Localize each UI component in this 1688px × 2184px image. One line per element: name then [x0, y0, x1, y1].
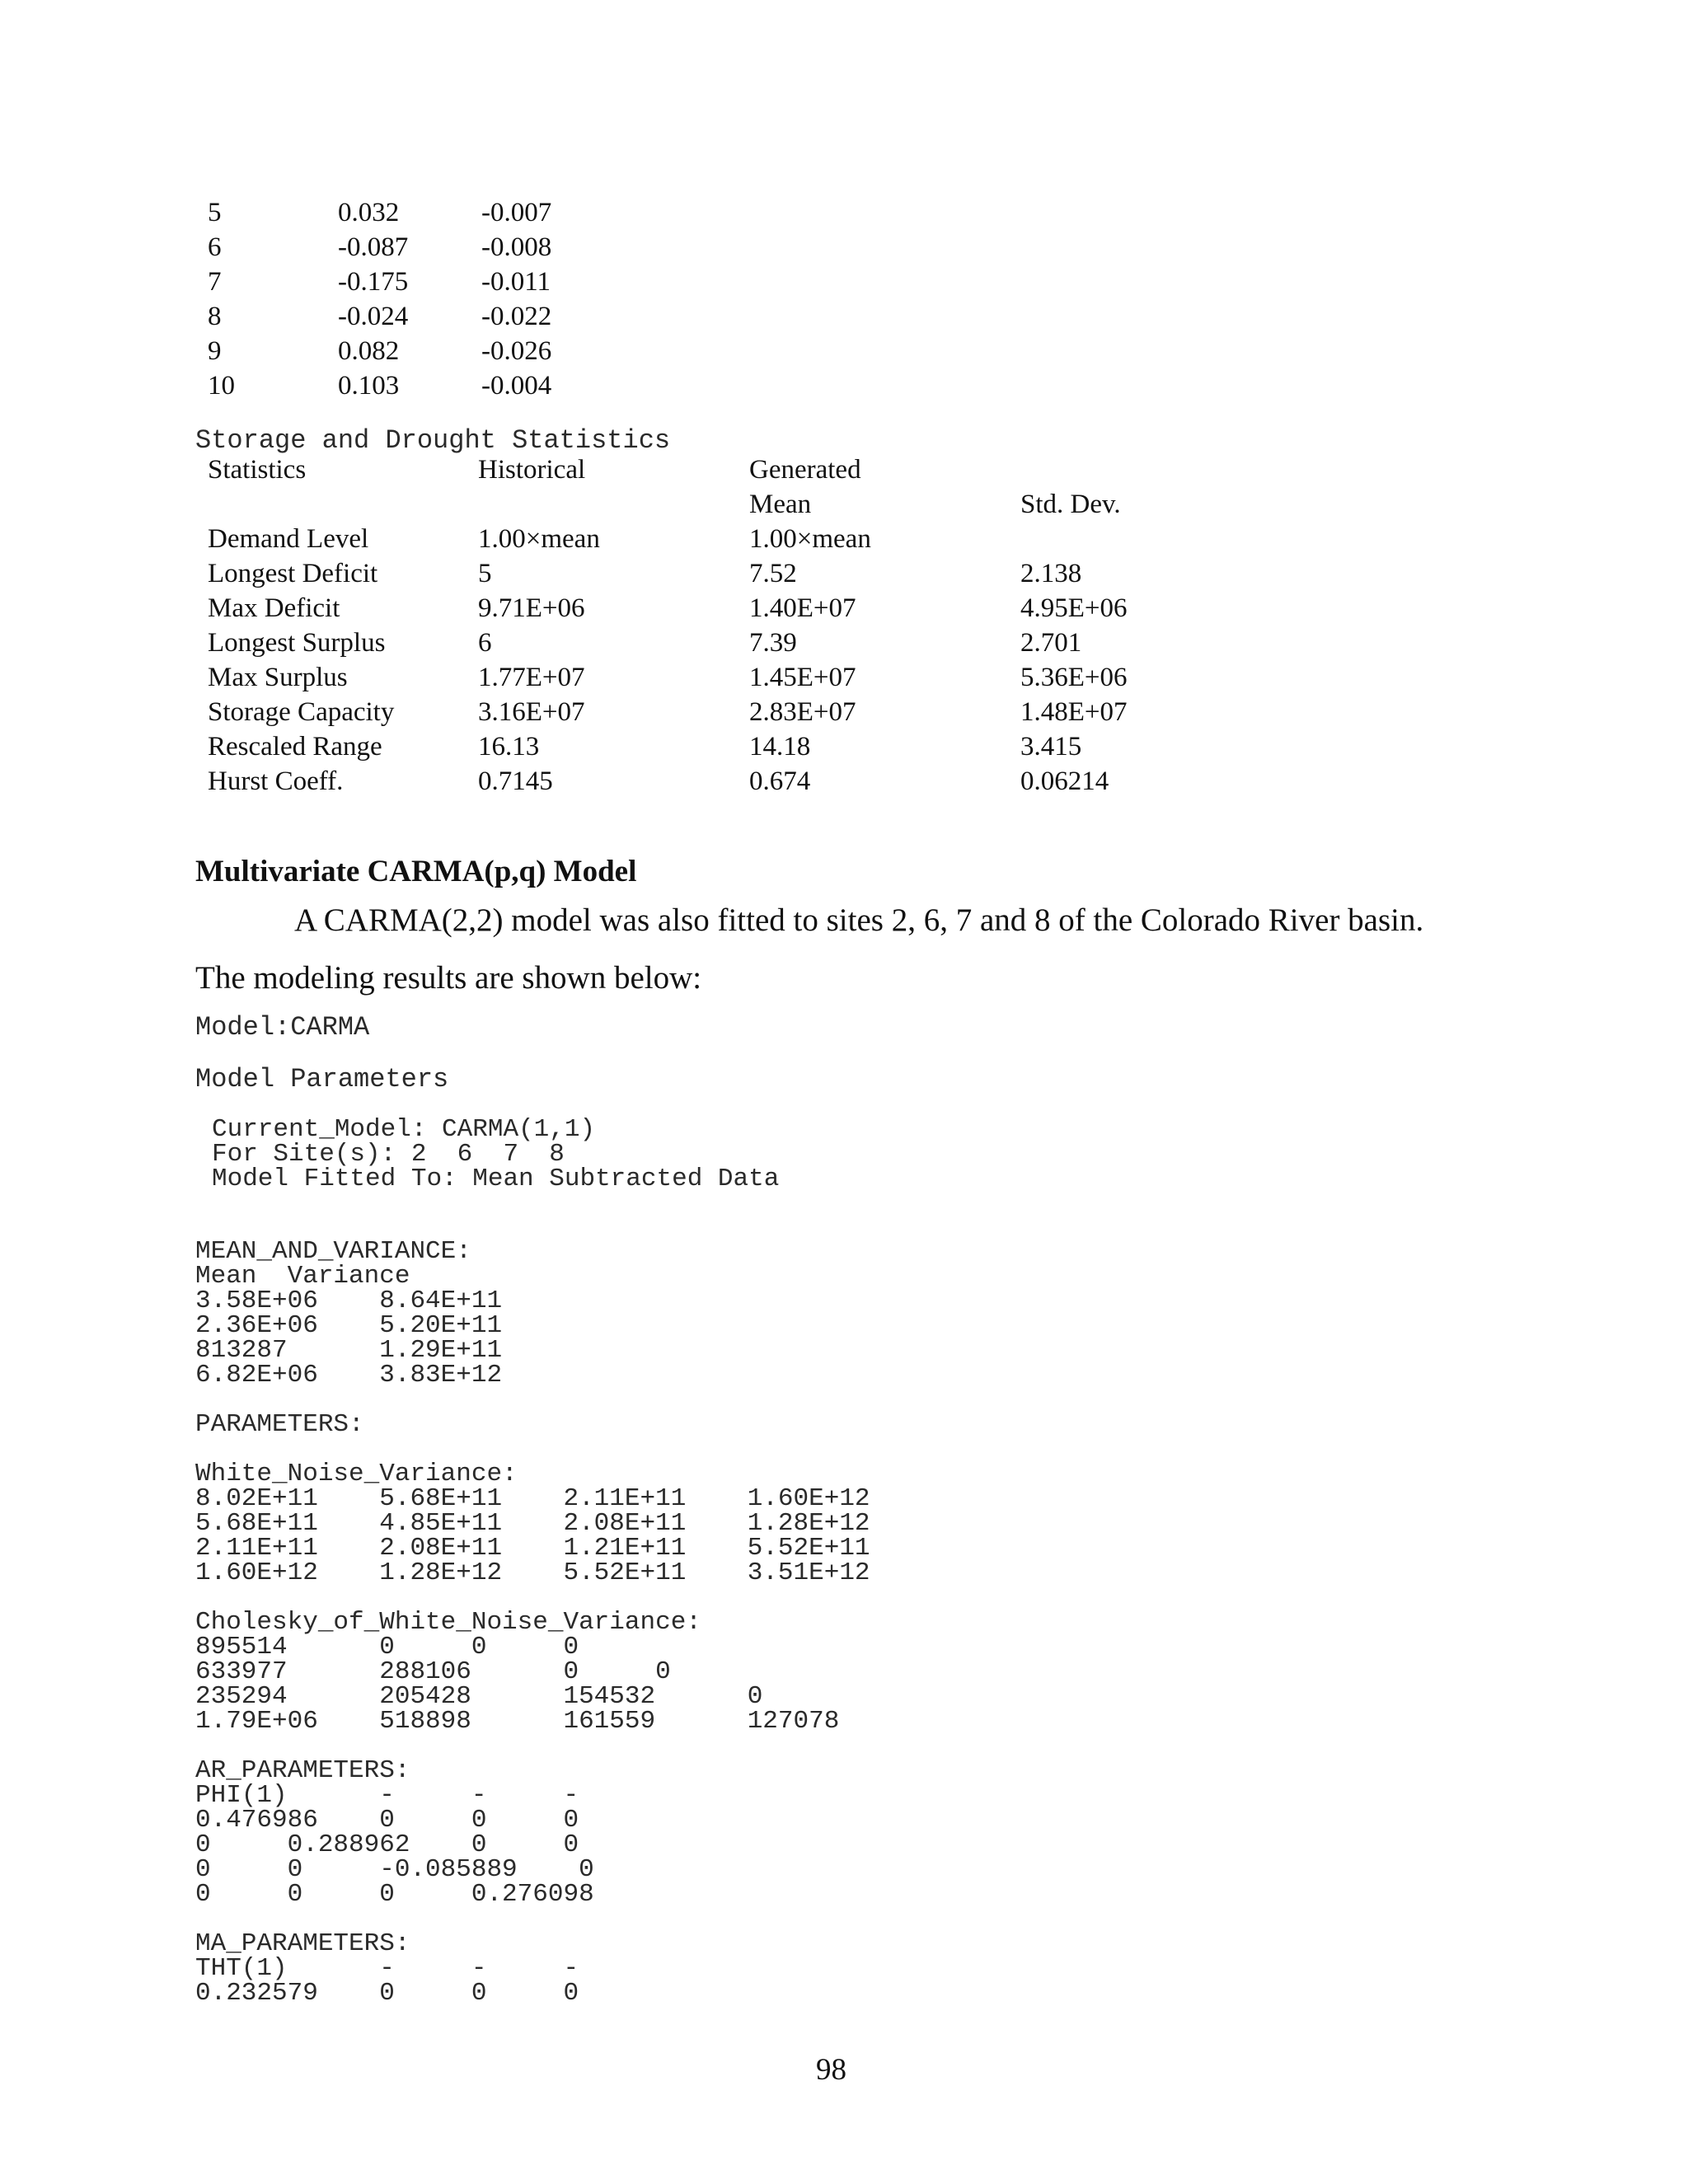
lag-cell: -0.004: [481, 371, 552, 401]
mean-variance-title: MEAN_AND_VARIANCE:: [195, 1237, 471, 1266]
mean-variance-row: 3.58E+06 8.64E+11: [195, 1286, 503, 1315]
ma-parameters-row: THT(1) - - -: [195, 1954, 579, 1983]
stat-cell: Longest Deficit: [208, 559, 378, 588]
lag-cell: -0.007: [481, 198, 552, 227]
column-subheader: Mean: [749, 490, 812, 519]
column-header: Statistics: [208, 455, 307, 485]
current-model: Current_Model: CARMA(1,1): [212, 1115, 596, 1144]
stat-cell: Rescaled Range: [208, 732, 382, 762]
stat-cell: 5: [478, 559, 492, 588]
ar-parameters-row: 0 0.288962 0 0: [195, 1830, 579, 1859]
section-heading: Multivariate CARMA(p,q) Model: [195, 855, 637, 888]
lag-cell: 0.082: [338, 336, 400, 366]
stat-cell: 7.52: [749, 559, 797, 588]
lag-cell: 7: [208, 267, 222, 297]
paragraph: A CARMA(2,2) model was also fitted to sites 2, 6, 7 and 8 of the Colorado River basin.: [294, 902, 1424, 938]
stat-cell: 0.06214: [1020, 766, 1109, 796]
stat-cell: Max Deficit: [208, 593, 340, 623]
stat-cell: 1.00×mean: [478, 524, 600, 554]
stat-cell: 16.13: [478, 732, 540, 762]
column-subheader: Std. Dev.: [1020, 490, 1121, 519]
white-noise-row: 5.68E+11 4.85E+11 2.08E+11 1.28E+12: [195, 1509, 870, 1538]
stat-cell: 6: [478, 628, 492, 658]
stat-cell: 5.36E+06: [1020, 663, 1128, 692]
mean-variance-header: Mean Variance: [195, 1262, 410, 1291]
stat-cell: 9.71E+06: [478, 593, 585, 623]
ma-parameters-row: 0.232579 0 0 0: [195, 1979, 579, 2008]
stat-cell: Demand Level: [208, 524, 369, 554]
mean-variance-row: 813287 1.29E+11: [195, 1336, 503, 1365]
stat-cell: 1.77E+07: [478, 663, 585, 692]
stat-cell: 3.415: [1020, 732, 1082, 762]
storage-title: Storage and Drought Statistics: [195, 425, 671, 456]
cholesky-title: Cholesky_of_White_Noise_Variance:: [195, 1608, 701, 1637]
white-noise-row: 2.11E+11 2.08E+11 1.21E+11 5.52E+11: [195, 1534, 870, 1563]
ar-parameters-row: 0.476986 0 0 0: [195, 1806, 579, 1835]
lag-cell: -0.087: [338, 232, 409, 262]
stat-cell: 7.39: [749, 628, 797, 658]
stat-cell: 2.701: [1020, 628, 1082, 658]
stat-cell: Hurst Coeff.: [208, 766, 344, 796]
stat-cell: 1.00×mean: [749, 524, 871, 554]
ar-parameters-title: AR_PARAMETERS:: [195, 1756, 410, 1785]
stat-cell: 3.16E+07: [478, 697, 585, 727]
lag-cell: 6: [208, 232, 222, 262]
cholesky-row: 235294 205428 154532 0: [195, 1682, 763, 1711]
lag-cell: 0.032: [338, 198, 400, 227]
stat-cell: 1.40E+07: [749, 593, 856, 623]
lag-cell: -0.026: [481, 336, 552, 366]
lag-cell: -0.022: [481, 302, 552, 331]
lag-cell: -0.175: [338, 267, 409, 297]
lag-cell: 0.103: [338, 371, 400, 401]
stat-cell: 4.95E+06: [1020, 593, 1128, 623]
lag-cell: 10: [208, 371, 235, 401]
column-header: Historical: [478, 455, 586, 485]
stat-cell: 2.83E+07: [749, 697, 856, 727]
lag-cell: 8: [208, 302, 222, 331]
for-sites: For Site(s): 2 6 7 8: [212, 1140, 565, 1169]
model-label: Model:CARMA: [195, 1012, 370, 1043]
stat-cell: Longest Surplus: [208, 628, 386, 658]
stat-cell: Max Surplus: [208, 663, 348, 692]
stat-cell: Storage Capacity: [208, 697, 395, 727]
white-noise-row: 1.60E+12 1.28E+12 5.52E+11 3.51E+12: [195, 1558, 870, 1587]
lag-cell: 5: [208, 198, 222, 227]
cholesky-row: 633977 288106 0 0: [195, 1657, 671, 1686]
paragraph: The modeling results are shown below:: [195, 960, 702, 996]
stat-cell: 2.138: [1020, 559, 1082, 588]
parameters-title: PARAMETERS:: [195, 1410, 364, 1439]
stat-cell: 14.18: [749, 732, 811, 762]
page-number: 98: [816, 2053, 846, 2087]
cholesky-row: 1.79E+06 518898 161559 127078: [195, 1707, 840, 1736]
white-noise-row: 8.02E+11 5.68E+11 2.11E+11 1.60E+12: [195, 1484, 870, 1513]
stat-cell: 1.48E+07: [1020, 697, 1128, 727]
ar-parameters-row: 0 0 0 0.276098: [195, 1880, 594, 1909]
stat-cell: 1.45E+07: [749, 663, 856, 692]
fitted-to: Model Fitted To: Mean Subtracted Data: [212, 1165, 780, 1193]
lag-cell: -0.024: [338, 302, 409, 331]
lag-cell: -0.008: [481, 232, 552, 262]
ar-parameters-row: PHI(1) - - -: [195, 1781, 579, 1810]
lag-cell: 9: [208, 336, 222, 366]
column-header: Generated: [749, 455, 861, 485]
cholesky-row: 895514 0 0 0: [195, 1633, 579, 1661]
ar-parameters-row: 0 0 -0.085889 0: [195, 1855, 594, 1884]
stat-cell: 0.7145: [478, 766, 553, 796]
lag-cell: -0.011: [481, 267, 551, 297]
model-parameters-label: Model Parameters: [195, 1064, 449, 1094]
white-noise-title: White_Noise_Variance:: [195, 1460, 518, 1488]
mean-variance-row: 6.82E+06 3.83E+12: [195, 1361, 503, 1390]
ma-parameters-title: MA_PARAMETERS:: [195, 1929, 410, 1958]
mean-variance-row: 2.36E+06 5.20E+11: [195, 1311, 503, 1340]
stat-cell: 0.674: [749, 766, 811, 796]
